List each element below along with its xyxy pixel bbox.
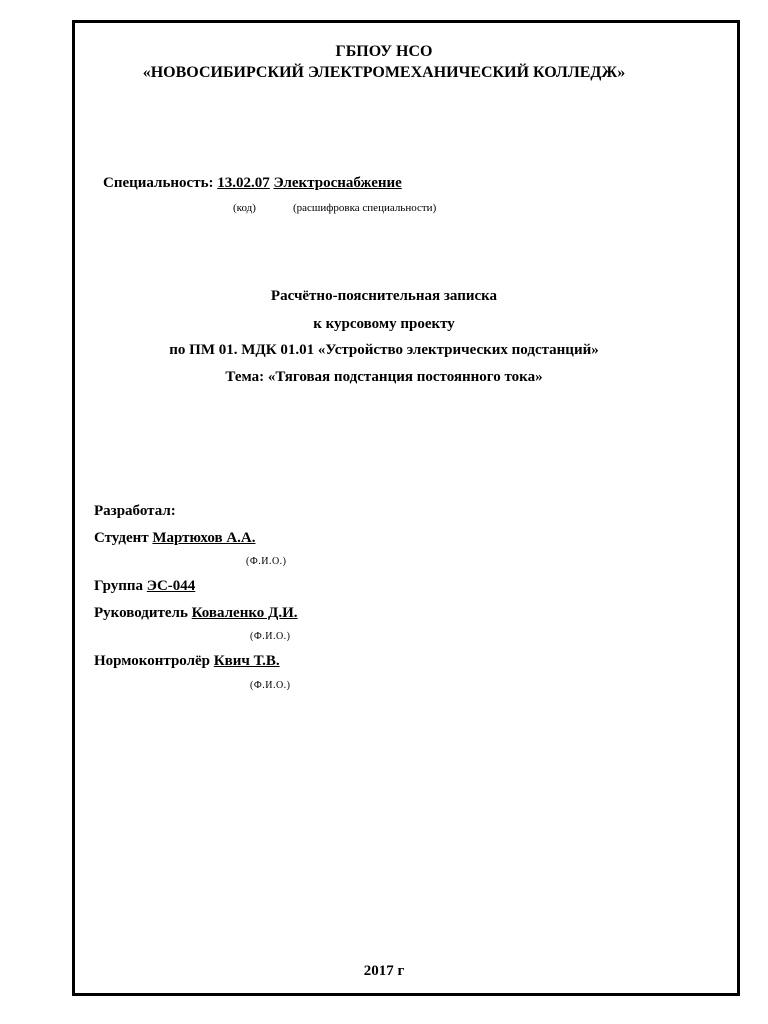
project-topic: Тема: «Тяговая подстанция постоянного тока» [225,369,543,385]
group-line [94,578,195,595]
student-caption: (Ф.И.О.) [246,556,287,567]
normcontrol-name: Квич Т.В. [213,653,280,669]
supervisor-line [94,605,298,622]
specialty-label: Специальность: [103,175,214,191]
supervisor-label: Руководитель [94,605,188,621]
document-subtype: к курсовому проекту [313,316,455,332]
specialty-name: Электроснабжение [273,175,402,191]
student-name: Мартюхов А.А. [152,530,256,546]
institution-abbr: ГБПОУ НСО [335,43,433,60]
specialty-line [103,175,402,192]
student-line [94,530,256,547]
specialty-name-caption: (расшифровка специальности) [293,202,437,214]
normcontrol-line [94,653,280,670]
group-label: Группа [94,578,144,594]
group-value: ЭС-044 [146,578,196,594]
student-label: Студент [94,530,149,546]
supervisor-name: Коваленко Д.И. [191,605,298,621]
developed-label: Разработал: [94,503,176,519]
specialty-code-caption: (код) [233,202,256,214]
institution-name: «НОВОСИБИРСКИЙ ЭЛЕКТРОМЕХАНИЧЕСКИЙ КОЛЛЕДЖ» [142,64,626,81]
course-module: по ПМ 01. МДК 01.01 «Устройство электрических подстанций» [169,342,599,358]
normcontrol-label: Нормоконтролёр [94,653,211,669]
supervisor-caption: (Ф.И.О.) [250,631,291,642]
normcontrol-caption: (Ф.И.О.) [250,680,291,691]
document-type: Расчётно-пояснительная записка [270,288,498,304]
specialty-code: 13.02.07 [217,175,270,191]
year: 2017 г [363,963,405,979]
